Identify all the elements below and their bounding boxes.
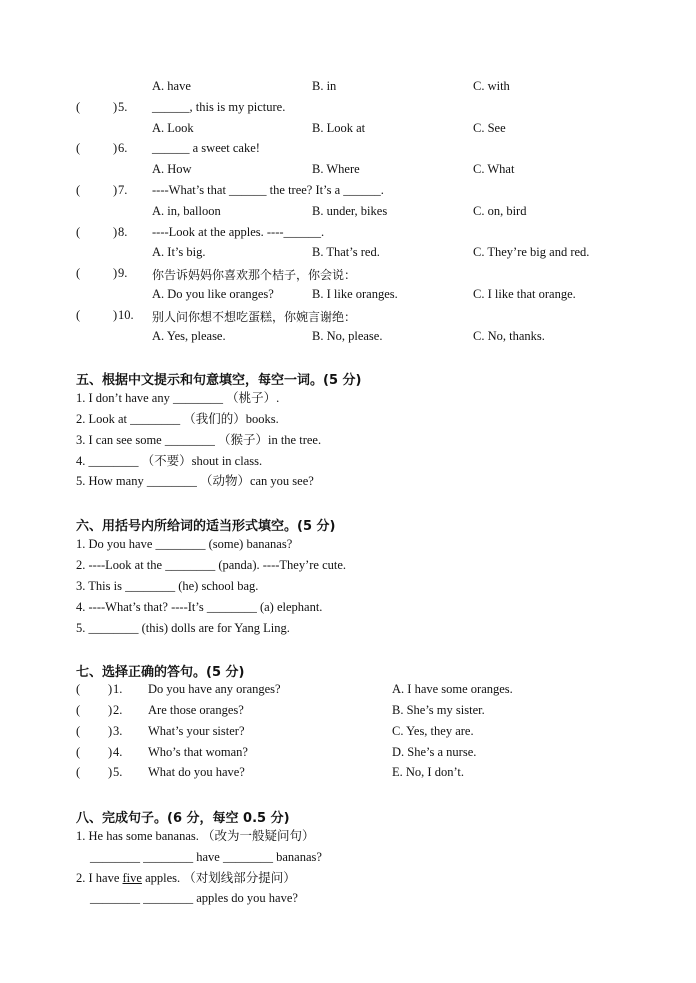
question-number: 10. <box>118 308 134 322</box>
answer-paren-close: ) <box>113 100 118 114</box>
fill-blank-line: 4. ________ （不要）shout in class. <box>76 454 263 468</box>
question-stem: 别人问你想不想吃蛋糕，你婉言谢绝： <box>152 310 357 324</box>
fill-blank-line: 1. Do you have ________ (some) bananas? <box>76 537 293 551</box>
sentence-question <box>76 870 296 886</box>
sentence-text: 2. I have <box>76 871 123 885</box>
answer-paren-close: ) <box>108 682 113 696</box>
match-answer: C. Yes, they are. <box>392 724 474 738</box>
question-number: 7. <box>118 183 128 197</box>
option-a: A. Look <box>152 121 194 135</box>
question-number: 2. <box>113 703 123 717</box>
option-a: A. have <box>152 79 191 93</box>
underlined-word: five <box>122 871 142 885</box>
fill-blank-line: 3. This is ________ (he) school bag. <box>76 579 259 593</box>
option-c: C. What <box>473 162 515 176</box>
answer-paren-open: ( <box>76 724 81 738</box>
section-heading: 五、根据中文提示和句意填空，每空一词。(5 分) <box>76 373 362 388</box>
fill-blank-line: 2. Look at ________ （我们的）books. <box>76 412 279 426</box>
option-b: B. No, please. <box>312 329 383 343</box>
match-question: What’s your sister? <box>148 724 245 738</box>
answer-paren-open: ( <box>76 745 81 759</box>
option-c: C. They’re big and red. <box>473 245 590 259</box>
answer-paren-close: ) <box>108 703 113 717</box>
match-question: What do you have? <box>148 765 245 779</box>
section-heading: 六、用括号内所给词的适当形式填空。(5 分) <box>76 519 336 534</box>
match-question: Do you have any oranges? <box>148 682 281 696</box>
option-a: A. How <box>152 162 192 176</box>
option-a: A. in, balloon <box>152 204 221 218</box>
answer-paren-open: ( <box>76 308 81 322</box>
question-number: 4. <box>113 745 123 759</box>
answer-paren-close: ) <box>113 225 118 239</box>
answer-paren-open: ( <box>76 225 81 239</box>
answer-paren-open: ( <box>76 703 81 717</box>
question-number: 9. <box>118 266 128 280</box>
sentence-answer-line: ________ ________ apples do you have? <box>90 891 298 905</box>
option-c: C. No, thanks. <box>473 329 545 343</box>
option-c: C. See <box>473 121 506 135</box>
option-b: B. Where <box>312 162 360 176</box>
question-stem: ----What’s that ______ the tree? It’s a ______. <box>152 183 384 197</box>
answer-paren-open: ( <box>76 682 81 696</box>
sentence-question: 1. He has some bananas. （改为一般疑问句） <box>76 829 315 843</box>
answer-paren-open: ( <box>76 100 81 114</box>
answer-paren-close: ) <box>113 266 118 280</box>
question-stem: ______, this is my picture. <box>152 100 286 114</box>
match-answer: D. She’s a nurse. <box>392 745 477 759</box>
match-answer: B. She’s my sister. <box>392 703 485 717</box>
question-stem: 你告诉妈妈你喜欢那个桔子，你会说： <box>152 268 357 282</box>
option-c: C. I like that orange. <box>473 287 576 301</box>
fill-blank-line: 2. ----Look at the ________ (panda). ----They’re cute. <box>76 558 347 572</box>
fill-blank-line: 1. I don’t have any ________ （桃子）. <box>76 391 280 405</box>
fill-blank-line: 5. ________ (this) dolls are for Yang Ling. <box>76 621 290 635</box>
question-number: 5. <box>113 765 123 779</box>
section-heading: 七、选择正确的答句。(5 分) <box>76 665 245 680</box>
answer-paren-close: ) <box>113 183 118 197</box>
section-heading: 八、完成句子。(6 分，每空 0.5 分) <box>76 811 290 826</box>
question-number: 1. <box>113 682 123 696</box>
option-c: C. on, bird <box>473 204 527 218</box>
match-question: Are those oranges? <box>148 703 244 717</box>
option-b: B. under, bikes <box>312 204 388 218</box>
option-a: A. Yes, please. <box>152 329 226 343</box>
fill-blank-line: 4. ----What’s that? ----It’s ________ (a) elephant. <box>76 600 323 614</box>
question-number: 3. <box>113 724 123 738</box>
match-answer: E. No, I don’t. <box>392 765 464 779</box>
question-stem: ______ a sweet cake! <box>152 141 260 155</box>
answer-paren-close: ) <box>108 724 113 738</box>
option-c: C. with <box>473 79 510 93</box>
option-a: A. Do you like oranges? <box>152 287 274 301</box>
match-question: Who’s that woman? <box>148 745 248 759</box>
answer-paren-close: ) <box>113 308 118 322</box>
answer-paren-close: ) <box>108 765 113 779</box>
sentence-answer-line: ________ ________ have ________ bananas? <box>90 850 322 864</box>
sentence-text: apples. （对划线部分提问） <box>141 871 296 885</box>
question-number: 8. <box>118 225 128 239</box>
question-number: 6. <box>118 141 128 155</box>
option-b: B. Look at <box>312 121 366 135</box>
option-a: A. It’s big. <box>152 245 206 259</box>
answer-paren-open: ( <box>76 141 81 155</box>
fill-blank-line: 3. I can see some ________ （猴子）in the tree. <box>76 433 322 447</box>
question-stem: ----Look at the apples. ----______. <box>152 225 325 239</box>
option-b: B. in <box>312 79 337 93</box>
fill-blank-line: 5. How many ________ （动物）can you see? <box>76 474 314 488</box>
answer-paren-open: ( <box>76 183 81 197</box>
answer-paren-close: ) <box>113 141 118 155</box>
answer-paren-close: ) <box>108 745 113 759</box>
question-number: 5. <box>118 100 128 114</box>
answer-paren-open: ( <box>76 266 81 280</box>
match-answer: A. I have some oranges. <box>392 682 513 696</box>
option-b: B. I like oranges. <box>312 287 398 301</box>
answer-paren-open: ( <box>76 765 81 779</box>
option-b: B. That’s red. <box>312 245 380 259</box>
